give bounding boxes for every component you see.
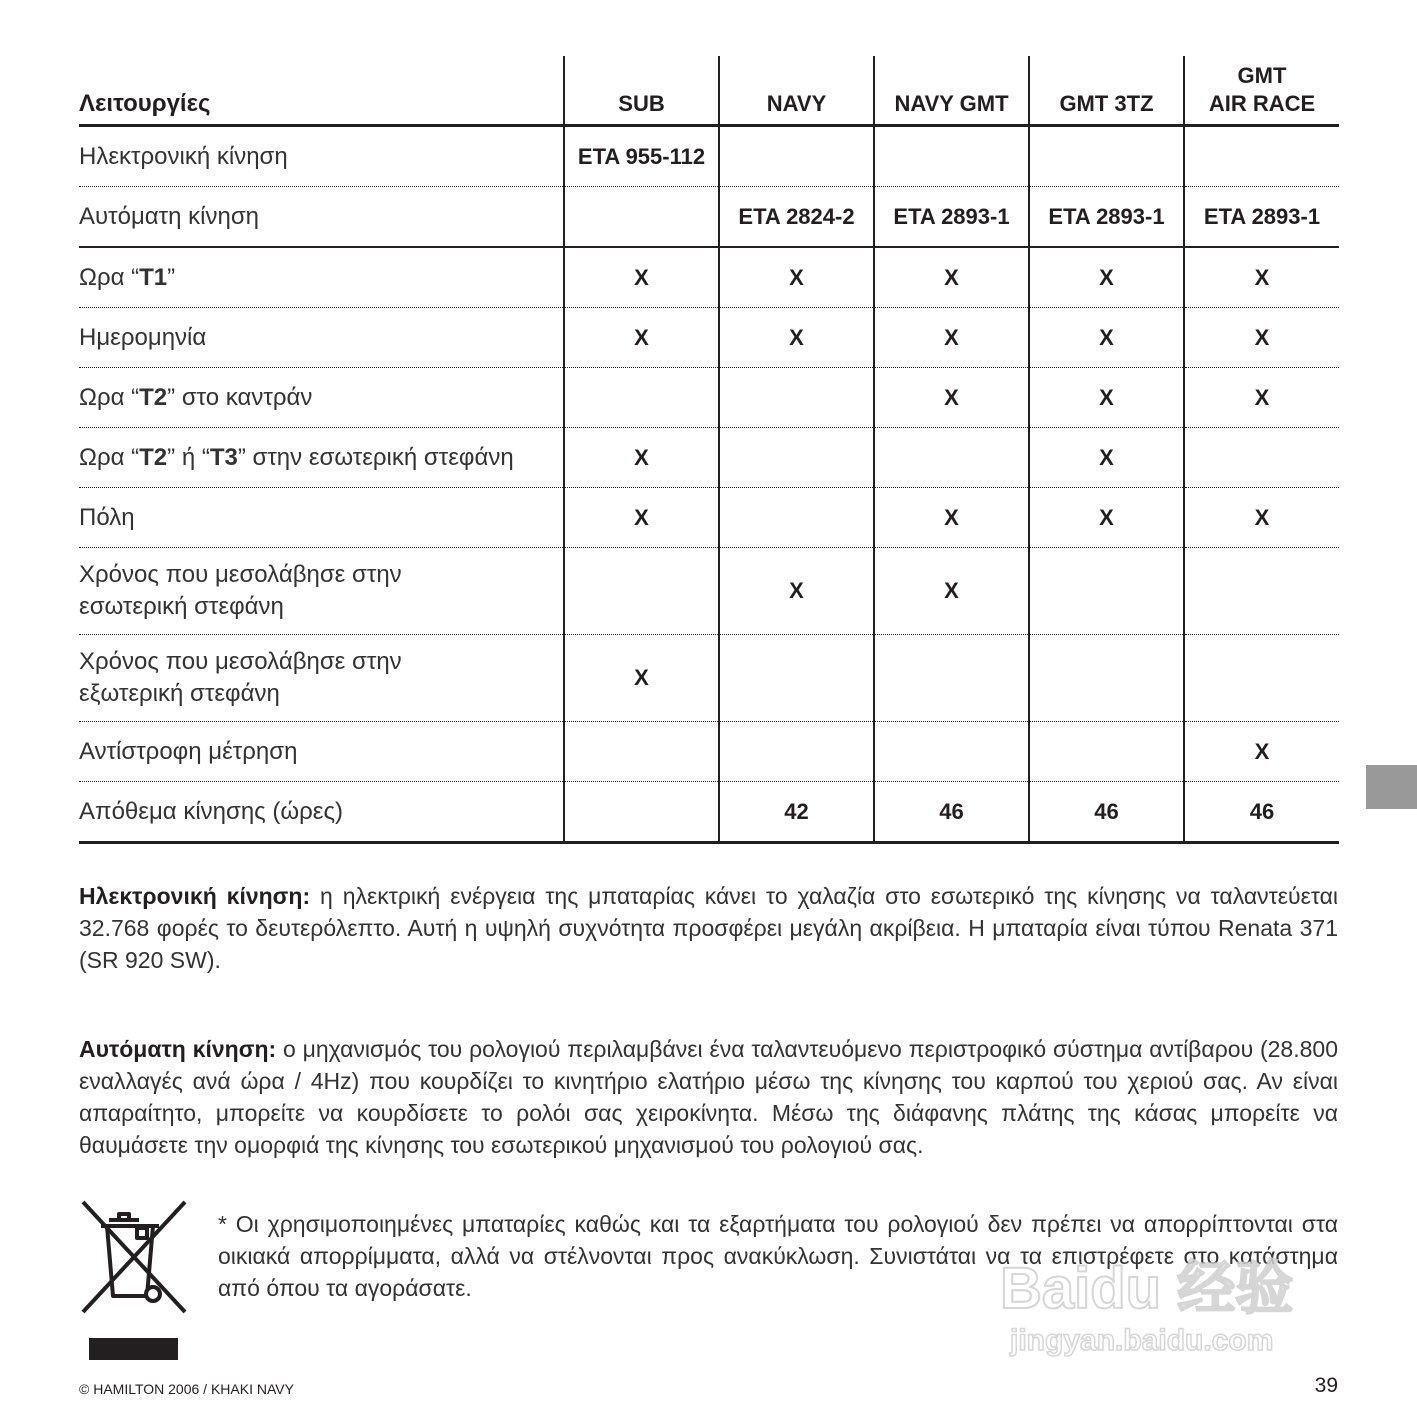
table-cell: ETA 2824-2 bbox=[719, 187, 874, 248]
section-tab-marker bbox=[1366, 765, 1417, 809]
table-row bbox=[79, 428, 1339, 488]
table-cell bbox=[1029, 126, 1184, 187]
row-label: Ωρα “T2” ή “T3” στην εσωτερική στεφάνη bbox=[79, 428, 564, 488]
recycling-note: * Οι χρησιμοποιημένες μπαταρίες καθώς και τα εξαρτήματα του ρολογιού δεν πρέπει να απορρίπτονται στα οικιακά απορρίμματα, αλλά να στέλνονται προς ανακύκλωση. Συνιστάται να τα επιστρέφετε στο κατάστημα από όπου τα αγοράσατε. bbox=[218, 1211, 1338, 1301]
table-cell: X bbox=[1184, 722, 1339, 782]
table-row bbox=[79, 247, 1339, 308]
table-cell: X bbox=[1029, 308, 1184, 368]
table-row bbox=[79, 782, 1339, 843]
table-cell: X bbox=[1184, 368, 1339, 428]
table-row bbox=[79, 187, 1339, 248]
header-gmt-air-race: GMT AIR RACE bbox=[1184, 56, 1339, 126]
table-cell bbox=[1029, 722, 1184, 782]
table-row bbox=[79, 126, 1339, 187]
row-label: Πόλη bbox=[79, 488, 564, 548]
table-cell bbox=[874, 428, 1029, 488]
row-label: Ηλεκτρονική κίνηση bbox=[79, 126, 564, 187]
table-cell: X bbox=[1029, 247, 1184, 308]
table-row bbox=[79, 488, 1339, 548]
table-cell: X bbox=[1029, 368, 1184, 428]
electronic-movement-paragraph bbox=[79, 880, 1338, 976]
table-cell: ETA 2893-1 bbox=[1029, 187, 1184, 248]
table-cell bbox=[564, 782, 719, 843]
table-cell bbox=[564, 368, 719, 428]
table-row bbox=[79, 635, 1339, 722]
table-cell bbox=[564, 722, 719, 782]
table-row bbox=[79, 722, 1339, 782]
electronic-movement-text: η ηλεκτρική ενέργεια της μπαταρίας κάνει το χαλαζία στο εσωτερικό της κίνησης να ταλαντεύεται 32.768 φορές το δευτερόλεπτο. Αυτή η υψηλή συχνότητα προσφέρει μεγάλη ακρίβεια. Η μπαταρία είναι τύπου Renata 371 (SR 920 SW). bbox=[79, 883, 1338, 973]
automatic-movement-paragraph bbox=[79, 1033, 1338, 1161]
table-cell: X bbox=[874, 488, 1029, 548]
table-cell bbox=[1029, 635, 1184, 722]
baidu-watermark bbox=[990, 1240, 1320, 1360]
table-cell bbox=[1184, 126, 1339, 187]
table-cell: X bbox=[564, 488, 719, 548]
table-cell: X bbox=[719, 548, 874, 635]
automatic-movement-title: Αυτόματη κίνηση: bbox=[79, 1036, 277, 1062]
page-number: 39 bbox=[1314, 1374, 1338, 1397]
table-cell: X bbox=[564, 635, 719, 722]
table-cell bbox=[1184, 635, 1339, 722]
header-navy: NAVY bbox=[719, 56, 874, 126]
table-cell: X bbox=[1184, 308, 1339, 368]
row-label: Αυτόματη κίνηση bbox=[79, 187, 564, 248]
table-cell bbox=[719, 126, 874, 187]
table-cell: X bbox=[564, 308, 719, 368]
row-label: Ωρα “T2” στο καντράν bbox=[79, 368, 564, 428]
watermark-url: jingyan.baidu.com bbox=[1010, 1324, 1274, 1357]
black-bar bbox=[89, 1338, 178, 1360]
table-cell: X bbox=[874, 548, 1029, 635]
table-row bbox=[79, 368, 1339, 428]
table-header-row bbox=[79, 56, 1339, 126]
table-cell: 46 bbox=[1184, 782, 1339, 843]
table-cell: ETA 2893-1 bbox=[874, 187, 1029, 248]
table-cell: X bbox=[1029, 428, 1184, 488]
table-cell: X bbox=[874, 368, 1029, 428]
table-cell: X bbox=[1184, 247, 1339, 308]
table-cell: 46 bbox=[874, 782, 1029, 843]
table-cell: 42 bbox=[719, 782, 874, 843]
row-label: Χρόνος που μεσολάβησε στην εξωτερική στεφάνη bbox=[79, 635, 564, 722]
table-cell: X bbox=[1184, 488, 1339, 548]
table-cell: X bbox=[564, 247, 719, 308]
row-label: Ημερομηνία bbox=[79, 308, 564, 368]
table-cell: X bbox=[874, 308, 1029, 368]
row-label: Απόθεμα κίνησης (ώρες) bbox=[79, 782, 564, 843]
table-cell bbox=[719, 635, 874, 722]
table-cell bbox=[874, 635, 1029, 722]
table-cell: 46 bbox=[1029, 782, 1184, 843]
electronic-movement-title: Ηλεκτρονική κίνηση: bbox=[79, 883, 311, 909]
table-cell bbox=[719, 722, 874, 782]
table-cell: ETA 955-112 bbox=[564, 126, 719, 187]
table-cell bbox=[564, 187, 719, 248]
table-row bbox=[79, 548, 1339, 635]
header-functions: Λειτουργίες bbox=[79, 56, 564, 126]
table-cell: X bbox=[719, 308, 874, 368]
table-cell: X bbox=[1029, 488, 1184, 548]
table-cell bbox=[1184, 548, 1339, 635]
crossed-out-wheelie-bin-icon bbox=[79, 1198, 189, 1318]
table-cell bbox=[1029, 548, 1184, 635]
table-cell: ETA 2893-1 bbox=[1184, 187, 1339, 248]
table-cell bbox=[719, 428, 874, 488]
table-cell: X bbox=[874, 247, 1029, 308]
row-label: Ωρα “T1” bbox=[79, 247, 564, 308]
table-cell bbox=[874, 722, 1029, 782]
table-cell bbox=[1184, 428, 1339, 488]
row-label: Αντίστροφη μέτρηση bbox=[79, 722, 564, 782]
table-cell: X bbox=[564, 428, 719, 488]
header-navy-gmt: NAVY GMT bbox=[874, 56, 1029, 126]
table-cell bbox=[564, 548, 719, 635]
features-table bbox=[79, 56, 1339, 844]
table-cell bbox=[874, 126, 1029, 187]
table-cell bbox=[719, 488, 874, 548]
automatic-movement-text: ο μηχανισμός του ρολογιού περιλαμβάνει ένα ταλαντευόμενο περιστροφικό σύστημα αντίβαρου (28.800 εναλλαγές ανά ώρα / 4Hz) που κουρδίζει το κινητήριο ελατήριο μέσω της κίνησης του καρπού του χεριού σας. Αν είναι απαραίτητο, μπορείτε να κουρδίσετε το ρολόι σας χειροκίνητα. Μέσω της διάφανης πλάτης της κάσας μπορείτε να θαυμάσετε την ομορφιά της κίνησης του εσωτερικού μηχανισμού του ρολογιού σας. bbox=[79, 1036, 1338, 1158]
header-sub: SUB bbox=[564, 56, 719, 126]
table-cell: X bbox=[719, 247, 874, 308]
header-gmt-3tz: GMT 3TZ bbox=[1029, 56, 1184, 126]
watermark-brand: Baidu 经验 bbox=[1000, 1256, 1294, 1321]
footer-copyright: © HAMILTON 2006 / KHAKI NAVY bbox=[79, 1381, 294, 1397]
table-row bbox=[79, 308, 1339, 368]
row-label: Χρόνος που μεσολάβησε στην εσωτερική στεφάνη bbox=[79, 548, 564, 635]
table-cell bbox=[719, 368, 874, 428]
